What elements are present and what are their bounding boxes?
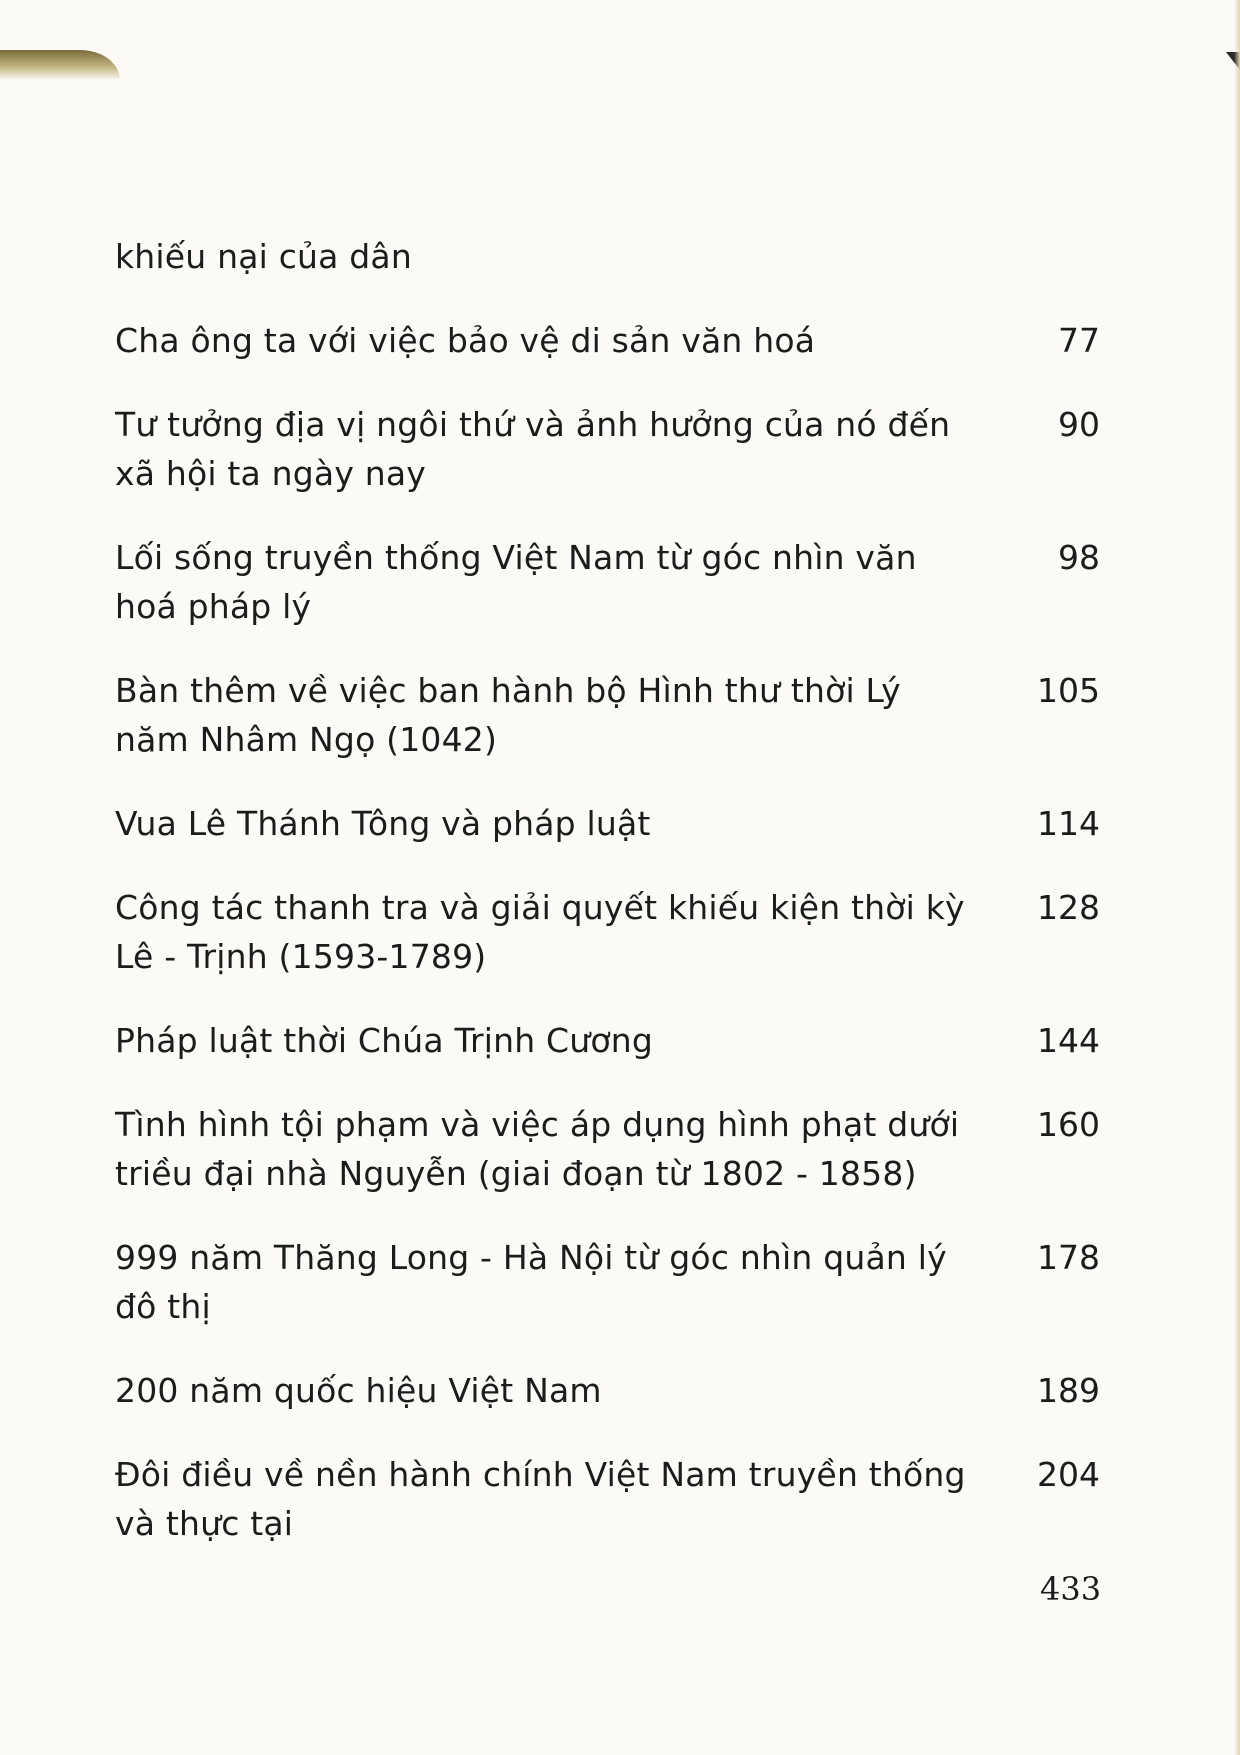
toc-entry-page: 160 [1037, 1105, 1100, 1144]
toc-entry[interactable] [115, 1233, 1110, 1331]
toc-entry-title: Pháp luật thời Chúa Trịnh Cương [115, 1021, 654, 1060]
toc-entry-page: 105 [1037, 671, 1100, 710]
toc-entry[interactable] [115, 400, 1110, 498]
toc-entry[interactable] [115, 232, 1110, 281]
page-corner-shadow [0, 50, 120, 80]
toc-entry-title: Bàn thêm về việc ban hành bộ Hình thư thời Lý năm Nhâm Ngọ (1042) [115, 671, 901, 759]
toc-entry-title: Vua Lê Thánh Tông và pháp luật [115, 804, 651, 843]
toc-entry[interactable] [115, 1100, 1110, 1198]
toc-entry-title: 999 năm Thăng Long - Hà Nội từ góc nhìn quản lý đô thị [115, 1238, 947, 1326]
page-number: 433 [1040, 1570, 1102, 1608]
toc-entry-title: khiếu nại của dân [115, 237, 412, 276]
toc-entry-page: 178 [1037, 1238, 1100, 1277]
table-of-contents [115, 232, 1110, 1583]
toc-entry-page: 128 [1037, 888, 1100, 927]
toc-entry[interactable] [115, 316, 1110, 365]
toc-entry-title: Công tác thanh tra và giải quyết khiếu kiện thời kỳ Lê - Trịnh (1593-1789) [115, 888, 965, 976]
toc-entry-title: Tình hình tội phạm và việc áp dụng hình phạt dưới triều đại nhà Nguyễn (giai đoạn từ 1802 - 1858) [115, 1105, 960, 1193]
page-edge [1234, 0, 1240, 1755]
toc-entry-page: 189 [1037, 1371, 1100, 1410]
toc-entry-title: Đôi điều về nền hành chính Việt Nam truyền thống và thực tại [115, 1455, 966, 1543]
toc-entry-title: Cha ông ta với việc bảo vệ di sản văn hoá [115, 321, 816, 360]
toc-entry-title: Tư tưởng địa vị ngôi thứ và ảnh hưởng của nó đến xã hội ta ngày nay [115, 405, 951, 493]
toc-entry[interactable] [115, 1450, 1110, 1548]
toc-entry[interactable] [115, 666, 1110, 764]
toc-entry-page: 90 [1058, 405, 1100, 444]
toc-entry[interactable] [115, 1366, 1110, 1415]
toc-entry-page: 77 [1058, 321, 1100, 360]
toc-entry[interactable] [115, 533, 1110, 631]
toc-entry-title: Lối sống truyền thống Việt Nam từ góc nhìn văn hoá pháp lý [115, 538, 917, 626]
toc-entry-page: 144 [1037, 1021, 1100, 1060]
toc-entry-title: 200 năm quốc hiệu Việt Nam [115, 1371, 602, 1410]
toc-entry[interactable] [115, 883, 1110, 981]
toc-entry-page: 98 [1058, 538, 1100, 577]
toc-entry-page: 204 [1037, 1455, 1100, 1494]
toc-entry[interactable] [115, 799, 1110, 848]
toc-entry-page: 114 [1037, 804, 1100, 843]
toc-entry[interactable] [115, 1016, 1110, 1065]
